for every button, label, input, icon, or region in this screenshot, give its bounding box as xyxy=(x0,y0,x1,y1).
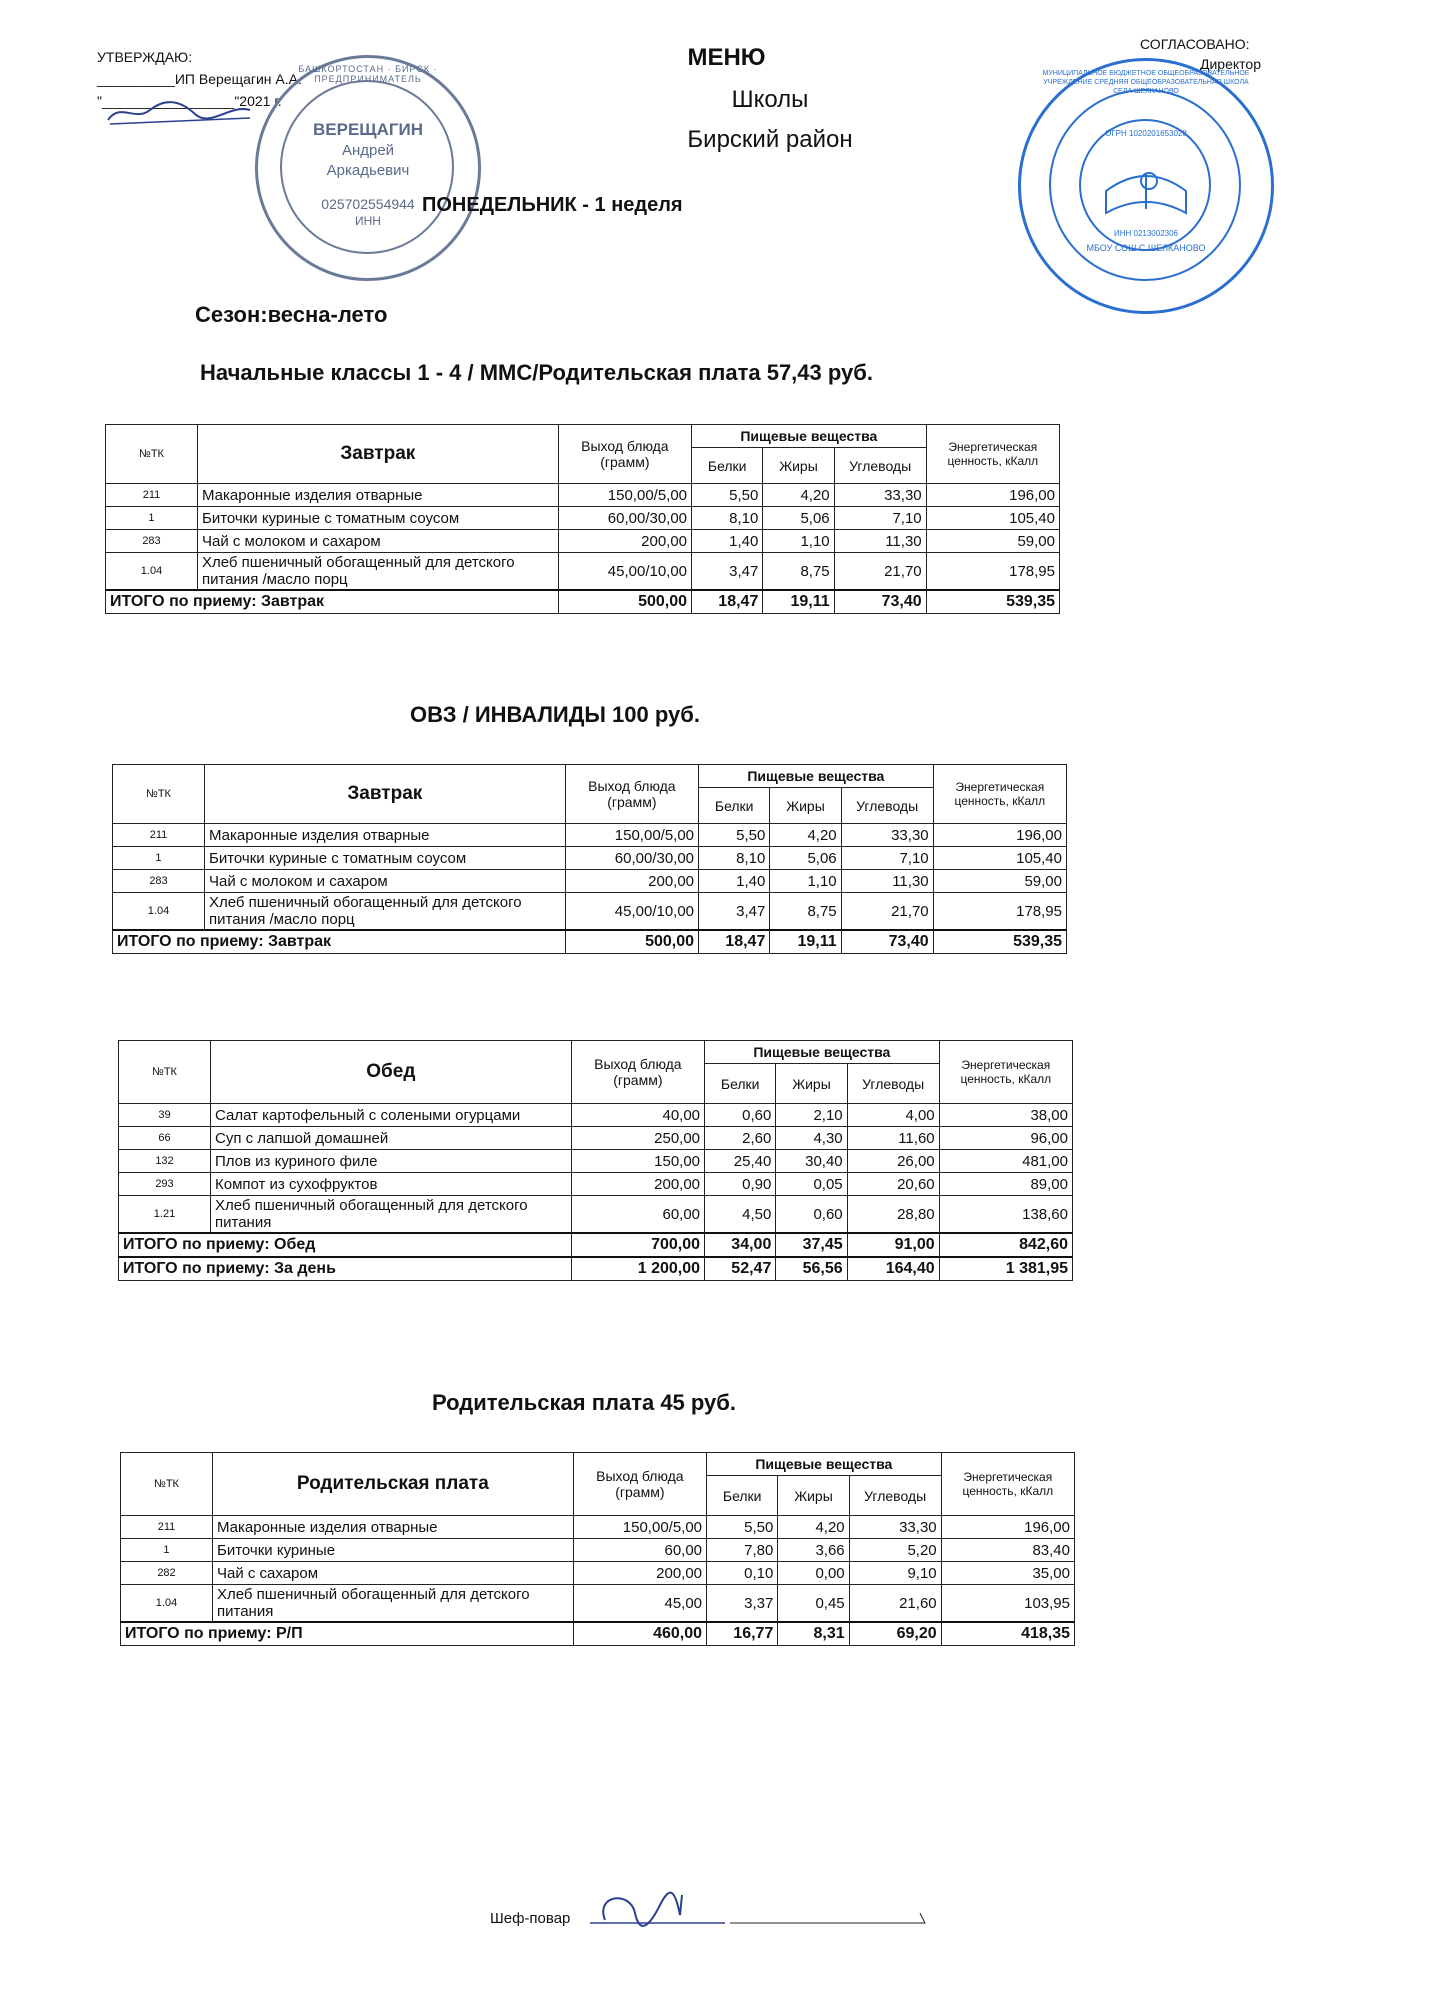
total-energy: 539,35 xyxy=(926,590,1059,614)
row-energy: 103,95 xyxy=(941,1585,1074,1623)
row-carbs: 11,60 xyxy=(847,1127,939,1150)
row-protein: 3,47 xyxy=(692,553,763,591)
row-carbs: 7,10 xyxy=(841,847,933,870)
total-row xyxy=(106,590,1060,614)
row-protein: 7,80 xyxy=(707,1539,778,1562)
lunch-table xyxy=(118,1040,1073,1281)
col-meal: Завтрак xyxy=(204,765,565,824)
row-name: Макаронные изделия отварные xyxy=(212,1516,573,1539)
row-energy: 178,95 xyxy=(933,893,1066,931)
table-row xyxy=(106,530,1060,553)
total-yield: 500,00 xyxy=(558,590,691,614)
breakfast-table-ovz xyxy=(112,764,1067,954)
col-carbs: Углеводы xyxy=(841,788,933,824)
col-energy: Энергетическая ценность, кКалл xyxy=(939,1041,1072,1104)
row-energy: 59,00 xyxy=(933,870,1066,893)
chef-signature xyxy=(590,1885,930,1935)
col-energy: Энергетическая ценность, кКалл xyxy=(926,425,1059,484)
stamp-right-ogrn: ОГРН 1020201653028 xyxy=(1105,129,1187,138)
approval-label: УТВЕРЖДАЮ: xyxy=(97,49,193,65)
table-row xyxy=(119,1150,1073,1173)
row-carbs: 5,20 xyxy=(849,1539,941,1562)
row-name: Чай с молоком и сахаром xyxy=(204,870,565,893)
total-fat: 37,45 xyxy=(776,1233,847,1257)
table-row xyxy=(113,893,1067,931)
row-fat: 0,05 xyxy=(776,1173,847,1196)
stamp-right-inn: ИНН 0213002306 xyxy=(1113,229,1179,238)
table-row xyxy=(119,1196,1073,1234)
page-title: МЕНЮ xyxy=(687,44,766,71)
stamp-left-ring-text: БАШКОРТОСТАН · БИРСК · ПРЕДПРИНИМАТЕЛЬ xyxy=(298,64,438,84)
row-energy: 138,60 xyxy=(939,1196,1072,1234)
row-code: 1.04 xyxy=(113,893,205,931)
stamp-left-line3: Аркадьевич xyxy=(326,162,410,179)
row-carbs: 4,00 xyxy=(847,1104,939,1127)
row-protein: 0,60 xyxy=(705,1104,776,1127)
row-protein: 0,90 xyxy=(705,1173,776,1196)
row-name: Хлеб пшеничный обогащенный для детского питания /масло порц xyxy=(197,553,558,591)
col-nutrients: Пищевые вещества xyxy=(692,425,927,448)
row-fat: 8,75 xyxy=(763,553,834,591)
title-line2: Школы xyxy=(731,86,809,113)
col-fat: Жиры xyxy=(770,788,841,824)
row-code: 1.21 xyxy=(119,1196,211,1234)
row-energy: 481,00 xyxy=(939,1150,1072,1173)
day-total-carbs: 164,40 xyxy=(847,1257,939,1281)
col-yield: Выход блюда (грамм) xyxy=(565,765,698,824)
row-protein: 1,40 xyxy=(692,530,763,553)
row-fat: 0,60 xyxy=(776,1196,847,1234)
col-nutrients: Пищевые вещества xyxy=(705,1041,940,1064)
row-carbs: 33,30 xyxy=(834,484,926,507)
row-name: Хлеб пшеничный обогащенный для детского питания xyxy=(210,1196,571,1234)
col-yield: Выход блюда (грамм) xyxy=(573,1453,706,1516)
total-fat: 19,11 xyxy=(770,930,841,954)
row-yield: 45,00/10,00 xyxy=(565,893,698,931)
row-carbs: 20,60 xyxy=(847,1173,939,1196)
row-fat: 1,10 xyxy=(763,530,834,553)
row-yield: 60,00 xyxy=(573,1539,706,1562)
row-code: 1 xyxy=(106,507,198,530)
table-row xyxy=(113,870,1067,893)
row-protein: 4,50 xyxy=(705,1196,776,1234)
row-carbs: 28,80 xyxy=(847,1196,939,1234)
total-carbs: 73,40 xyxy=(841,930,933,954)
row-code: 1 xyxy=(113,847,205,870)
total-yield: 700,00 xyxy=(571,1233,704,1257)
row-carbs: 7,10 xyxy=(834,507,926,530)
agreement-role: Директор xyxy=(1200,56,1261,72)
row-carbs: 21,60 xyxy=(849,1585,941,1623)
approval-signature xyxy=(100,92,260,132)
table-row xyxy=(106,553,1060,591)
day-total-energy: 1 381,95 xyxy=(939,1257,1072,1281)
row-code: 211 xyxy=(113,824,205,847)
day-total-protein: 52,47 xyxy=(705,1257,776,1281)
row-name: Компот из сухофруктов xyxy=(210,1173,571,1196)
row-code: 1.04 xyxy=(121,1585,213,1623)
day-total-yield: 1 200,00 xyxy=(571,1257,704,1281)
table-row xyxy=(121,1585,1075,1623)
row-code: 283 xyxy=(113,870,205,893)
chef-label: Шеф-повар xyxy=(490,1910,571,1927)
approval-date: "_________________"2021 г. xyxy=(97,93,282,109)
col-num: №ТК xyxy=(119,1041,211,1104)
row-fat: 5,06 xyxy=(770,847,841,870)
col-fat: Жиры xyxy=(778,1476,849,1516)
row-protein: 0,10 xyxy=(707,1562,778,1585)
row-code: 283 xyxy=(106,530,198,553)
row-protein: 3,47 xyxy=(699,893,770,931)
total-label: ИТОГО по приему: Р/П xyxy=(121,1622,574,1646)
row-code: 1 xyxy=(121,1539,213,1562)
stamp-right-center: МБОУ СОШ С ШЕЛКАНОВО xyxy=(1086,243,1206,253)
day-label: ПОНЕДЕЛЬНИК - 1 неделя xyxy=(422,194,683,216)
school-stamp xyxy=(1018,58,1274,314)
row-protein: 5,50 xyxy=(707,1516,778,1539)
row-yield: 60,00/30,00 xyxy=(565,847,698,870)
stamp-right-ring-text: МУНИЦИПАЛЬНОЕ БЮДЖЕТНОЕ ОБЩЕОБРАЗОВАТЕЛЬНОЕ УЧРЕЖДЕНИЕ СРЕДНЯЯ ОБЩЕОБРАЗОВАТЕЛЬНАЯ ШКОЛА СЕЛА ШЕЛКАНОВО xyxy=(1042,70,1250,95)
row-carbs: 26,00 xyxy=(847,1150,939,1173)
row-protein: 25,40 xyxy=(705,1150,776,1173)
row-protein: 5,50 xyxy=(699,824,770,847)
col-energy: Энергетическая ценность, кКалл xyxy=(933,765,1066,824)
parent-fee-table xyxy=(120,1452,1075,1646)
col-protein: Белки xyxy=(707,1476,778,1516)
row-code: 211 xyxy=(106,484,198,507)
row-energy: 196,00 xyxy=(926,484,1059,507)
stamp-left-line4: 025702554944 xyxy=(321,196,415,212)
title-line3: Бирский район xyxy=(687,126,853,153)
total-yield: 500,00 xyxy=(565,930,698,954)
col-yield: Выход блюда (грамм) xyxy=(558,425,691,484)
row-name: Макаронные изделия отварные xyxy=(204,824,565,847)
row-code: 132 xyxy=(119,1150,211,1173)
total-energy: 842,60 xyxy=(939,1233,1072,1257)
stamp-left-line1: ВЕРЕЩАГИН xyxy=(312,120,424,139)
row-name: Биточки куриные xyxy=(212,1539,573,1562)
row-fat: 30,40 xyxy=(776,1150,847,1173)
day-total-row xyxy=(119,1257,1073,1281)
total-protein: 34,00 xyxy=(705,1233,776,1257)
row-carbs: 11,30 xyxy=(834,530,926,553)
col-carbs: Углеводы xyxy=(834,448,926,484)
total-row xyxy=(119,1233,1073,1257)
row-energy: 105,40 xyxy=(933,847,1066,870)
row-fat: 3,66 xyxy=(778,1539,849,1562)
row-protein: 8,10 xyxy=(692,507,763,530)
total-row xyxy=(113,930,1067,954)
col-protein: Белки xyxy=(692,448,763,484)
total-protein: 18,47 xyxy=(692,590,763,614)
row-name: Хлеб пшеничный обогащенный для детского питания xyxy=(212,1585,573,1623)
total-protein: 16,77 xyxy=(707,1622,778,1646)
total-label: ИТОГО по приему: Обед xyxy=(119,1233,572,1257)
row-yield: 60,00 xyxy=(571,1196,704,1234)
section1-title: Начальные классы 1 - 4 / ММС/Родительская плата 57,43 руб. xyxy=(200,360,873,385)
table-row xyxy=(106,484,1060,507)
row-name: Макаронные изделия отварные xyxy=(197,484,558,507)
row-energy: 89,00 xyxy=(939,1173,1072,1196)
row-energy: 38,00 xyxy=(939,1104,1072,1127)
row-name: Хлеб пшеничный обогащенный для детского питания /масло порц xyxy=(204,893,565,931)
table-row xyxy=(121,1516,1075,1539)
row-protein: 1,40 xyxy=(699,870,770,893)
total-fat: 19,11 xyxy=(763,590,834,614)
row-fat: 2,10 xyxy=(776,1104,847,1127)
stamp-left-line2: Андрей xyxy=(341,142,395,159)
table-row xyxy=(121,1539,1075,1562)
row-code: 282 xyxy=(121,1562,213,1585)
row-carbs: 21,70 xyxy=(834,553,926,591)
row-energy: 83,40 xyxy=(941,1539,1074,1562)
season-label: Сезон:весна-лето xyxy=(195,302,388,327)
row-name: Салат картофельный с солеными огурцами xyxy=(210,1104,571,1127)
row-yield: 40,00 xyxy=(571,1104,704,1127)
row-fat: 1,10 xyxy=(770,870,841,893)
row-fat: 4,20 xyxy=(763,484,834,507)
row-code: 211 xyxy=(121,1516,213,1539)
col-meal: Обед xyxy=(210,1041,571,1104)
row-yield: 45,00 xyxy=(573,1585,706,1623)
row-code: 293 xyxy=(119,1173,211,1196)
row-name: Чай с молоком и сахаром xyxy=(197,530,558,553)
row-carbs: 33,30 xyxy=(849,1516,941,1539)
row-energy: 105,40 xyxy=(926,507,1059,530)
table-row xyxy=(106,507,1060,530)
col-protein: Белки xyxy=(699,788,770,824)
row-name: Суп с лапшой домашней xyxy=(210,1127,571,1150)
row-name: Биточки куриные с томатным соусом xyxy=(197,507,558,530)
day-total-label: ИТОГО по приему: За день xyxy=(119,1257,572,1281)
section4-title: Родительская плата 45 руб. xyxy=(432,1390,736,1415)
row-yield: 200,00 xyxy=(565,870,698,893)
row-yield: 250,00 xyxy=(571,1127,704,1150)
row-energy: 178,95 xyxy=(926,553,1059,591)
row-name: Плов из куриного филе xyxy=(210,1150,571,1173)
row-yield: 150,00/5,00 xyxy=(558,484,691,507)
row-protein: 8,10 xyxy=(699,847,770,870)
row-code: 1.04 xyxy=(106,553,198,591)
entrepreneur-stamp xyxy=(255,55,481,281)
col-nutrients: Пищевые вещества xyxy=(707,1453,942,1476)
col-nutrients: Пищевые вещества xyxy=(699,765,934,788)
row-code: 66 xyxy=(119,1127,211,1150)
row-yield: 150,00/5,00 xyxy=(573,1516,706,1539)
row-fat: 0,00 xyxy=(778,1562,849,1585)
table-row xyxy=(119,1173,1073,1196)
row-yield: 150,00/5,00 xyxy=(565,824,698,847)
total-label: ИТОГО по приему: Завтрак xyxy=(113,930,566,954)
row-protein: 3,37 xyxy=(707,1585,778,1623)
row-code: 39 xyxy=(119,1104,211,1127)
total-carbs: 69,20 xyxy=(849,1622,941,1646)
row-name: Чай с сахаром xyxy=(212,1562,573,1585)
day-total-fat: 56,56 xyxy=(776,1257,847,1281)
total-carbs: 73,40 xyxy=(834,590,926,614)
row-fat: 0,45 xyxy=(778,1585,849,1623)
col-num: №ТК xyxy=(113,765,205,824)
stamp-left-line5: ИНН xyxy=(355,214,381,228)
total-energy: 418,35 xyxy=(941,1622,1074,1646)
row-energy: 35,00 xyxy=(941,1562,1074,1585)
row-protein: 5,50 xyxy=(692,484,763,507)
row-energy: 196,00 xyxy=(941,1516,1074,1539)
table-row xyxy=(119,1104,1073,1127)
row-yield: 200,00 xyxy=(573,1562,706,1585)
col-fat: Жиры xyxy=(776,1064,847,1104)
agreement-label: СОГЛАСОВАНО: xyxy=(1140,36,1250,52)
row-yield: 200,00 xyxy=(558,530,691,553)
total-yield: 460,00 xyxy=(573,1622,706,1646)
col-yield: Выход блюда (грамм) xyxy=(571,1041,704,1104)
row-fat: 8,75 xyxy=(770,893,841,931)
row-carbs: 21,70 xyxy=(841,893,933,931)
total-energy: 539,35 xyxy=(933,930,1066,954)
row-carbs: 33,30 xyxy=(841,824,933,847)
section2-title: ОВЗ / ИНВАЛИДЫ 100 руб. xyxy=(410,702,700,727)
row-yield: 45,00/10,00 xyxy=(558,553,691,591)
total-protein: 18,47 xyxy=(699,930,770,954)
col-energy: Энергетическая ценность, кКалл xyxy=(941,1453,1074,1516)
row-energy: 196,00 xyxy=(933,824,1066,847)
row-name: Биточки куриные с томатным соусом xyxy=(204,847,565,870)
row-fat: 4,20 xyxy=(778,1516,849,1539)
row-fat: 4,30 xyxy=(776,1127,847,1150)
col-carbs: Углеводы xyxy=(849,1476,941,1516)
col-fat: Жиры xyxy=(763,448,834,484)
table-row xyxy=(113,824,1067,847)
row-carbs: 9,10 xyxy=(849,1562,941,1585)
col-meal: Родительская плата xyxy=(212,1453,573,1516)
total-row xyxy=(121,1622,1075,1646)
row-carbs: 11,30 xyxy=(841,870,933,893)
total-fat: 8,31 xyxy=(778,1622,849,1646)
col-num: №ТК xyxy=(106,425,198,484)
col-carbs: Углеводы xyxy=(847,1064,939,1104)
col-protein: Белки xyxy=(705,1064,776,1104)
row-yield: 60,00/30,00 xyxy=(558,507,691,530)
school-emblem-icon xyxy=(1101,151,1191,221)
table-row xyxy=(119,1127,1073,1150)
row-protein: 2,60 xyxy=(705,1127,776,1150)
row-energy: 96,00 xyxy=(939,1127,1072,1150)
table-row xyxy=(113,847,1067,870)
breakfast-table-primary xyxy=(105,424,1060,614)
total-carbs: 91,00 xyxy=(847,1233,939,1257)
col-meal: Завтрак xyxy=(197,425,558,484)
total-label: ИТОГО по приему: Завтрак xyxy=(106,590,559,614)
col-num: №ТК xyxy=(121,1453,213,1516)
row-energy: 59,00 xyxy=(926,530,1059,553)
row-fat: 4,20 xyxy=(770,824,841,847)
row-fat: 5,06 xyxy=(763,507,834,530)
row-yield: 200,00 xyxy=(571,1173,704,1196)
table-row xyxy=(121,1562,1075,1585)
row-yield: 150,00 xyxy=(571,1150,704,1173)
approval-person: __________ИП Верещагин А.А. xyxy=(97,71,302,87)
